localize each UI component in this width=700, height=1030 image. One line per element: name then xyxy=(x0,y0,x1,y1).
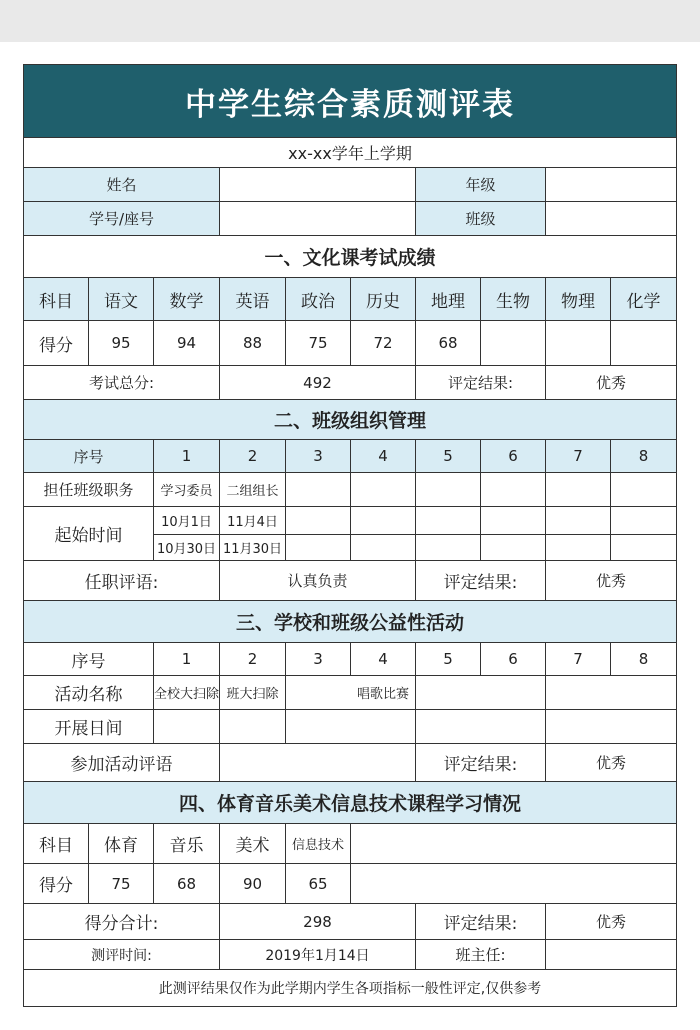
score-cell[interactable] xyxy=(546,321,611,365)
end-time-cell[interactable]: 11月30日 xyxy=(220,534,286,561)
info-row-2 xyxy=(24,201,676,235)
seq-number: 7 xyxy=(546,440,611,472)
result-value[interactable]: 优秀 xyxy=(595,572,626,590)
seq-number: 1 xyxy=(154,440,220,472)
start-time-cell[interactable]: 11月4日 xyxy=(220,507,286,534)
result-label: 评定结果: xyxy=(416,904,546,939)
score-cell[interactable]: 94 xyxy=(154,321,220,365)
duty-cell[interactable] xyxy=(546,473,611,506)
seq-number: 4 xyxy=(351,643,416,675)
grade-label: 年级 xyxy=(416,168,546,201)
result-label: 评定结果: xyxy=(416,366,546,399)
duty-cell[interactable]: 二组组长 xyxy=(220,473,286,506)
section4-total-row xyxy=(24,903,676,939)
activity-label: 活动名称 xyxy=(24,676,154,709)
subject-politics: 政治 xyxy=(286,278,351,320)
result-value[interactable]: 优秀 xyxy=(595,913,626,931)
footer-note: 此测评结果仅作为此学期内学生各项指标一般性评定,仅供参考 xyxy=(158,981,542,997)
score-cell[interactable]: 75 xyxy=(89,864,154,903)
seq-label: 序号 xyxy=(24,643,154,675)
section2-heading: 二、班级组织管理 xyxy=(24,400,676,439)
subject-label: 科目 xyxy=(24,278,89,320)
seq-number: 1 xyxy=(154,643,220,675)
grade-field[interactable] xyxy=(546,168,676,201)
date-cell[interactable] xyxy=(154,710,220,743)
score-label: 得分 xyxy=(24,321,89,365)
subject-chinese: 语文 xyxy=(89,278,154,320)
start-time-cell[interactable]: 10月1日 xyxy=(154,507,220,534)
seq-number: 4 xyxy=(351,440,416,472)
subject-label: 科目 xyxy=(24,824,89,863)
section1-subject-row xyxy=(24,277,676,320)
activity-cell[interactable] xyxy=(481,676,546,709)
seq-label: 序号 xyxy=(24,440,154,472)
score-label: 得分 xyxy=(24,864,89,903)
time-label: 起始时间 xyxy=(24,507,154,560)
comment-label: 参加活动评语 xyxy=(24,744,220,781)
score-cell[interactable]: 65 xyxy=(286,864,351,903)
date-label: 开展日间 xyxy=(24,710,154,743)
seq-number: 6 xyxy=(481,440,546,472)
total-value[interactable]: 298 xyxy=(220,904,416,939)
activity-cell[interactable] xyxy=(286,676,351,709)
activity-cell[interactable] xyxy=(611,676,676,709)
section3-activity-row xyxy=(24,675,676,709)
total-value[interactable]: 492 xyxy=(220,366,416,399)
class-label: 班级 xyxy=(416,202,546,235)
duty-cell[interactable] xyxy=(416,473,481,506)
section1-total-row xyxy=(24,365,676,399)
seq-number: 3 xyxy=(286,440,351,472)
score-cell[interactable]: 90 xyxy=(220,864,286,903)
section3-heading: 三、学校和班级公益性活动 xyxy=(24,601,676,642)
subject-chemistry: 化学 xyxy=(611,278,676,320)
result-value[interactable]: 优秀 xyxy=(595,374,626,392)
form-title: 中学生综合素质测评表 xyxy=(24,65,676,137)
seq-number: 5 xyxy=(416,440,481,472)
top-strip xyxy=(0,0,700,42)
section2-seq-row xyxy=(24,439,676,472)
class-field[interactable] xyxy=(546,202,676,235)
end-time-cell[interactable]: 10月30日 xyxy=(154,534,220,561)
teacher-label: 班主任: xyxy=(416,940,546,969)
total-label: 考试总分: xyxy=(24,366,220,399)
section3-comment-row xyxy=(24,743,676,781)
term-row xyxy=(24,137,676,167)
student-id-label: 学号/座号 xyxy=(24,202,220,235)
name-field[interactable] xyxy=(220,168,416,201)
date-cell[interactable] xyxy=(220,710,286,743)
seq-number: 8 xyxy=(638,650,649,668)
score-cell[interactable]: 72 xyxy=(351,321,416,365)
activity-cell[interactable]: 唱歌比赛 xyxy=(351,676,416,709)
section2-comment-row xyxy=(24,560,676,600)
score-cell[interactable]: 95 xyxy=(89,321,154,365)
subject-math: 数学 xyxy=(154,278,220,320)
teacher-field[interactable] xyxy=(546,940,676,969)
seq-number: 2 xyxy=(220,440,286,472)
section4-subject-row xyxy=(24,823,676,863)
result-value[interactable]: 优秀 xyxy=(595,754,626,772)
seq-number: 3 xyxy=(286,643,351,675)
result-label: 评定结果: xyxy=(416,561,546,600)
total-label: 得分合计: xyxy=(24,904,220,939)
activity-cell[interactable]: 班大扫除 xyxy=(220,676,286,709)
subject-art: 美术 xyxy=(220,824,286,863)
section2-duty-row xyxy=(24,472,676,506)
subject-geography: 地理 xyxy=(416,278,481,320)
term-label: xx-xx学年上学期 xyxy=(288,144,412,163)
seq-number: 5 xyxy=(416,643,481,675)
section3-band xyxy=(24,600,676,642)
time-divider xyxy=(154,534,676,535)
section3-date-row xyxy=(24,709,676,743)
meta-row xyxy=(24,939,676,969)
score-cell[interactable]: 68 xyxy=(154,864,220,903)
date-cell[interactable] xyxy=(351,710,416,743)
comment-value[interactable]: 认真负责 xyxy=(220,561,416,600)
section1-band xyxy=(24,235,676,277)
duty-cell[interactable]: 学习委员 xyxy=(154,473,220,506)
student-id-field[interactable] xyxy=(220,202,416,235)
section2-band xyxy=(24,399,676,439)
empty-cell xyxy=(351,864,676,903)
date-cell[interactable] xyxy=(416,710,481,743)
date-cell[interactable] xyxy=(546,710,611,743)
subject-english: 英语 xyxy=(220,278,286,320)
score-cell[interactable]: 68 xyxy=(416,321,481,365)
section2-time-row xyxy=(24,506,676,560)
duty-cell[interactable] xyxy=(481,473,546,506)
subject-pe: 体育 xyxy=(89,824,154,863)
section1-score-row xyxy=(24,320,676,365)
score-cell[interactable]: 75 xyxy=(286,321,351,365)
date-cell[interactable] xyxy=(481,710,546,743)
empty-cell xyxy=(351,824,676,863)
duty-label: 担任班级职务 xyxy=(24,473,154,506)
date-cell[interactable] xyxy=(286,710,351,743)
subject-music: 音乐 xyxy=(154,824,220,863)
duty-cell[interactable] xyxy=(351,473,416,506)
comment-value[interactable] xyxy=(220,744,416,781)
subject-it: 信息技术 xyxy=(286,824,351,863)
section4-score-row xyxy=(24,863,676,903)
activity-cell[interactable]: 全校大扫除 xyxy=(154,676,220,709)
seq-number: 7 xyxy=(546,643,611,675)
section4-band xyxy=(24,781,676,823)
duty-cell[interactable] xyxy=(611,473,676,506)
score-cell[interactable] xyxy=(481,321,546,365)
section4-heading: 四、体育音乐美术信息技术课程学习情况 xyxy=(24,782,676,823)
eval-date-label: 测评时间: xyxy=(24,940,220,969)
section3-seq-row xyxy=(24,642,676,675)
eval-date-value[interactable]: 2019年1月14日 xyxy=(220,940,416,969)
evaluation-form xyxy=(23,64,677,1007)
seq-number: 6 xyxy=(481,643,546,675)
seq-number: 2 xyxy=(220,643,286,675)
name-label: 姓名 xyxy=(24,168,220,201)
section1-heading: 一、文化课考试成绩 xyxy=(24,236,676,277)
seq-number: 8 xyxy=(611,440,676,472)
subject-history: 历史 xyxy=(351,278,416,320)
subject-physics: 物理 xyxy=(546,278,611,320)
comment-label: 任职评语: xyxy=(24,561,220,600)
info-row-1 xyxy=(24,167,676,201)
subject-biology: 生物 xyxy=(481,278,546,320)
result-label: 评定结果: xyxy=(416,744,546,781)
duty-cell[interactable] xyxy=(286,473,351,506)
score-cell[interactable] xyxy=(611,321,676,365)
footer-row xyxy=(24,969,676,1006)
activity-cell[interactable] xyxy=(416,676,481,709)
date-cell[interactable] xyxy=(611,710,676,743)
score-cell[interactable]: 88 xyxy=(220,321,286,365)
activity-cell[interactable] xyxy=(546,676,611,709)
